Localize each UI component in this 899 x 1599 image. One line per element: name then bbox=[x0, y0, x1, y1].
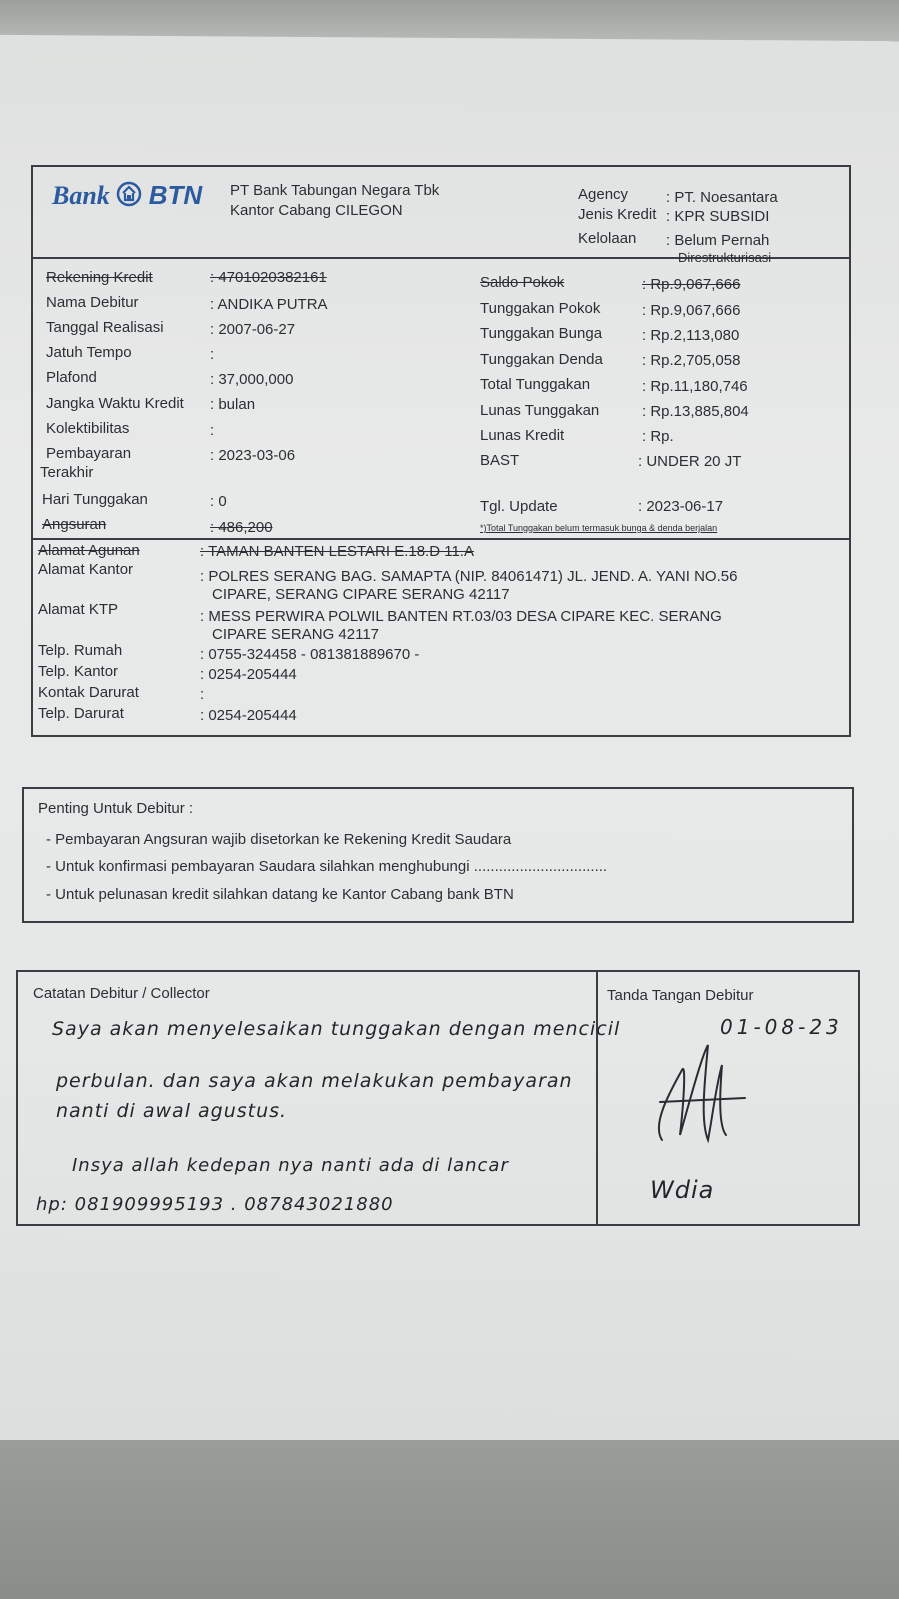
telp-kantor-label: Telp. Kantor bbox=[38, 663, 119, 680]
angsuran-value: : 486,200 bbox=[210, 519, 273, 536]
telp-darurat-value: : 0254-205444 bbox=[200, 707, 297, 724]
kolektibilitas-value: : bbox=[210, 422, 215, 439]
saldo-label: Saldo Pokok bbox=[480, 274, 565, 291]
tanggal-label: Tanggal Realisasi bbox=[46, 319, 164, 336]
lunas-kredit-value: : Rp. bbox=[642, 428, 674, 445]
notes-divider bbox=[596, 971, 598, 1225]
handwritten-line-5: hp: 081909995193 . 087843021880 bbox=[36, 1194, 394, 1215]
handwritten-line-3: nanti di awal agustus. bbox=[56, 1100, 288, 1122]
telp-darurat-label: Telp. Darurat bbox=[38, 705, 124, 722]
lunas-tunggakan-value: : Rp.13,885,804 bbox=[642, 403, 749, 420]
hari-value: : 0 bbox=[210, 493, 227, 510]
pembayaran-label-2: Terakhir bbox=[40, 464, 94, 481]
signature-date: 01-08-23 bbox=[720, 1015, 843, 1039]
rekening-value: : 4701020382161 bbox=[210, 269, 327, 286]
tunggakan-bunga-value: : Rp.2,113,080 bbox=[642, 327, 740, 344]
signature-title: Tanda Tangan Debitur bbox=[607, 987, 754, 1004]
lunas-tunggakan-label: Lunas Tunggakan bbox=[480, 402, 600, 419]
telp-rumah-label: Telp. Rumah bbox=[38, 642, 123, 659]
kelolaan-value-2: Direstrukturisasi bbox=[678, 250, 772, 265]
agency-value: : PT. Noesantara bbox=[666, 189, 778, 206]
tgl-update-value: : 2023-06-17 bbox=[638, 498, 724, 515]
logo-btn-text: BTN bbox=[148, 180, 203, 210]
jangka-value: : bulan bbox=[210, 396, 256, 413]
plafond-label: Plafond bbox=[46, 369, 97, 386]
bank-logo bbox=[52, 180, 202, 212]
logo-bank-text: Bank bbox=[52, 181, 110, 210]
company-name: PT Bank Tabungan Negara Tbk bbox=[230, 182, 440, 199]
jangka-label: Jangka Waktu Kredit bbox=[46, 395, 184, 412]
alamat-agunan-label: Alamat Agunan bbox=[38, 542, 140, 559]
alamat-agunan-value: : TAMAN BANTEN LESTARI E.18.D 11.A bbox=[200, 543, 474, 560]
footnote: *)Total Tunggakan belum termasuk bunga & denda berjalan bbox=[480, 523, 718, 533]
jatuh-label: Jatuh Tempo bbox=[46, 344, 132, 361]
address-divider bbox=[32, 538, 850, 540]
btn-logo-icon bbox=[116, 181, 142, 212]
tunggakan-pokok-value: : Rp.9,067,666 bbox=[642, 302, 741, 319]
alamat-kantor-label: Alamat Kantor bbox=[38, 561, 134, 578]
bast-value: : UNDER 20 JT bbox=[638, 453, 742, 470]
signer-name: Wdia bbox=[650, 1176, 715, 1204]
kelolaan-label: Kelolaan bbox=[578, 230, 637, 247]
tgl-update-label: Tgl. Update bbox=[480, 498, 558, 515]
notes-title: Catatan Debitur / Collector bbox=[33, 985, 210, 1002]
nama-label: Nama Debitur bbox=[46, 294, 139, 311]
bast-label: BAST bbox=[480, 452, 520, 469]
tunggakan-denda-label: Tunggakan Denda bbox=[480, 351, 603, 368]
kelolaan-value: : Belum Pernah bbox=[666, 232, 770, 249]
alamat-ktp-value-2: CIPARE SERANG 42117 bbox=[212, 626, 380, 643]
tunggakan-denda-value: : Rp.2,705,058 bbox=[642, 352, 741, 369]
jenis-kredit-label: Jenis Kredit bbox=[578, 206, 657, 223]
total-tunggakan-label: Total Tunggakan bbox=[480, 376, 591, 393]
rekening-label: Rekening Kredit bbox=[46, 269, 153, 286]
telp-kantor-value: : 0254-205444 bbox=[200, 666, 297, 683]
jenis-kredit-value: : KPR SUBSIDI bbox=[666, 208, 770, 225]
tunggakan-bunga-label: Tunggakan Bunga bbox=[480, 325, 603, 342]
kontak-darurat-label: Kontak Darurat bbox=[38, 684, 139, 701]
signature-scribble bbox=[650, 1040, 750, 1160]
kontak-darurat-value: : bbox=[200, 686, 205, 703]
lunas-kredit-label: Lunas Kredit bbox=[480, 427, 565, 444]
alamat-kantor-value: : POLRES SERANG BAG. SAMAPTA (NIP. 84061471) JL. JEND. A. YANI NO.56 bbox=[200, 568, 738, 585]
alamat-ktp-label: Alamat KTP bbox=[38, 601, 119, 618]
background-floor bbox=[0, 1440, 899, 1599]
hari-label: Hari Tunggakan bbox=[42, 491, 148, 508]
pembayaran-value: : 2023-03-06 bbox=[210, 447, 296, 464]
kolektibilitas-label: Kolektibilitas bbox=[46, 420, 130, 437]
handwritten-line-2: perbulan. dan saya akan melakukan pembayaran bbox=[56, 1070, 573, 1092]
handwritten-line-1: Saya akan menyelesaikan tunggakan dengan mencicil bbox=[52, 1018, 621, 1040]
agency-label: Agency bbox=[578, 186, 629, 203]
branch-name: Kantor Cabang CILEGON bbox=[230, 202, 403, 219]
notice-title: Penting Untuk Debitur : bbox=[38, 800, 194, 817]
jatuh-value: : bbox=[210, 346, 215, 363]
saldo-value: : Rp.9,067,666 bbox=[642, 276, 741, 293]
nama-value: : ANDIKA PUTRA bbox=[210, 296, 328, 313]
tanggal-value: : 2007-06-27 bbox=[210, 321, 296, 338]
total-tunggakan-value: : Rp.11,180,746 bbox=[642, 378, 748, 395]
alamat-kantor-value-2: CIPARE, SERANG CIPARE SERANG 42117 bbox=[212, 586, 510, 603]
pembayaran-label: Pembayaran bbox=[46, 445, 132, 462]
handwritten-line-4: Insya allah kedepan nya nanti ada di lancar bbox=[72, 1155, 509, 1176]
telp-rumah-value: : 0755-324458 - 081381889670 - bbox=[200, 646, 420, 663]
tunggakan-pokok-label: Tunggakan Pokok bbox=[480, 300, 601, 317]
alamat-ktp-value: : MESS PERWIRA POLWIL BANTEN RT.03/03 DESA CIPARE KEC. SERANG bbox=[200, 608, 722, 625]
notice-line-3: - Untuk pelunasan kredit silahkan datang ke Kantor Cabang bank BTN bbox=[46, 886, 514, 903]
plafond-value: : 37,000,000 bbox=[210, 371, 294, 388]
angsuran-label: Angsuran bbox=[42, 516, 107, 533]
notice-line-1: - Pembayaran Angsuran wajib disetorkan ke Rekening Kredit Saudara bbox=[46, 831, 512, 848]
notice-line-2: - Untuk konfirmasi pembayaran Saudara silahkan menghubungi ................................ bbox=[46, 858, 608, 875]
